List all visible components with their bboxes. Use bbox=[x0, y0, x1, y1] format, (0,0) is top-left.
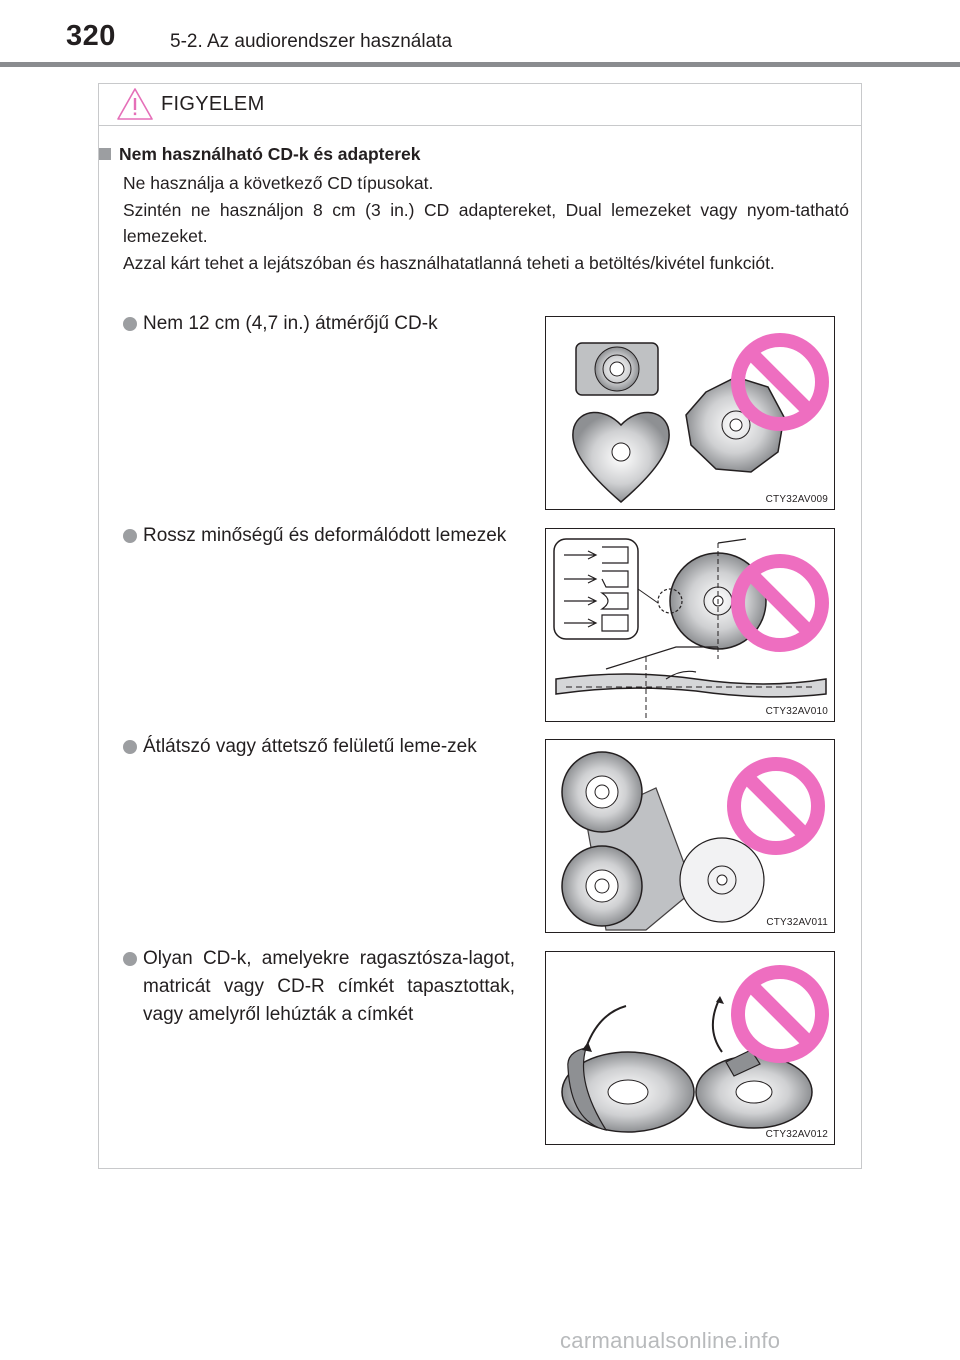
square-bullet-icon bbox=[99, 148, 111, 160]
list-item bbox=[123, 310, 515, 338]
figure-code: CTY32AV009 bbox=[765, 494, 828, 505]
round-bullet-icon bbox=[123, 529, 137, 543]
warning-box bbox=[98, 83, 862, 1169]
section-title: 5-2. Az audiorendszer használata bbox=[170, 31, 453, 52]
round-bullet-icon bbox=[123, 317, 137, 331]
figure-code: CTY32AV010 bbox=[765, 706, 828, 717]
round-bullet-icon bbox=[123, 952, 137, 966]
list-item-text: Átlátszó vagy áttetsző felületű leme-zek bbox=[143, 736, 477, 757]
list-item bbox=[123, 522, 515, 550]
figure-labeled-cds bbox=[545, 951, 835, 1145]
intro-line: Ne használja a következő CD típusokat. bbox=[123, 173, 434, 193]
figure-code: CTY32AV012 bbox=[765, 1129, 828, 1140]
sub-heading bbox=[99, 144, 421, 165]
figure-transparent-cds bbox=[545, 739, 835, 933]
warning-triangle-icon bbox=[115, 86, 155, 122]
warning-label: FIGYELEM bbox=[161, 93, 265, 115]
round-bullet-icon bbox=[123, 740, 137, 754]
intro-line: Azzal kárt tehet a lejátszóban és használhatatlanná teheti a betöltés/kivétel funkciót. bbox=[123, 252, 775, 273]
warning-header bbox=[99, 84, 861, 126]
intro-text bbox=[123, 170, 849, 276]
figure-code: CTY32AV011 bbox=[766, 917, 828, 928]
header-rule bbox=[0, 62, 960, 67]
footer-watermark: carmanualsonline.info bbox=[560, 1328, 781, 1353]
figure-wrong-shape-cds bbox=[545, 316, 835, 510]
figure-deformed-cds bbox=[545, 528, 835, 722]
list-item-text: Nem 12 cm (4,7 in.) átmérőjű CD-k bbox=[143, 313, 438, 334]
sub-heading-text: Nem használható CD-k és adapterek bbox=[119, 144, 421, 164]
intro-line: Szintén ne használjon 8 cm (3 in.) CD adaptereket, Dual lemezeket vagy nyom-tatható lemezeket. bbox=[123, 199, 849, 246]
list-item-text: Rossz minőségű és deformálódott lemezek bbox=[143, 525, 507, 546]
list-item bbox=[123, 945, 515, 1029]
list-item-text: Olyan CD-k, amelyekre ragasztósza-lagot, matricát vagy CD-R címkét tapasztottak, vagy amelyről lehúzták a címkét bbox=[143, 948, 515, 1025]
list-item bbox=[123, 733, 515, 761]
page-number: 320 bbox=[66, 20, 116, 52]
